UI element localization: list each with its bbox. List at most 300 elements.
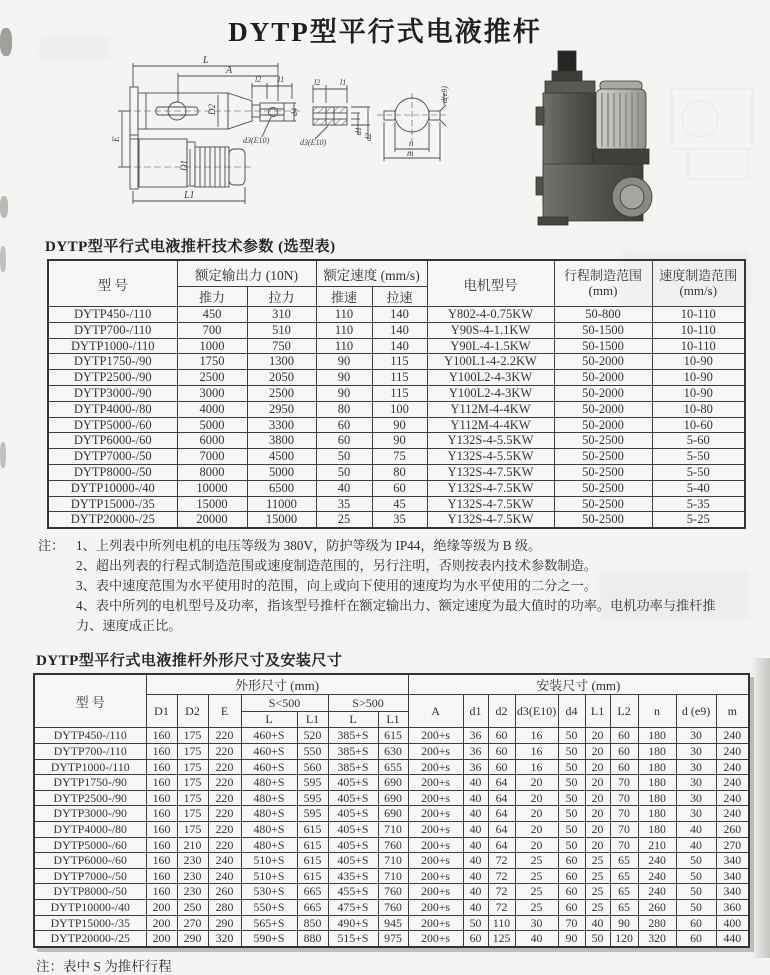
value-cell: 60 bbox=[488, 744, 515, 760]
value-cell: 200+s bbox=[408, 822, 463, 838]
model-cell: DYTP3000-/90 bbox=[34, 806, 146, 822]
value-cell: 475+S bbox=[328, 900, 378, 916]
value-cell: 8000 bbox=[177, 464, 247, 480]
speed-range-unit: (mm/s) bbox=[679, 282, 718, 298]
value-cell: 160 bbox=[146, 790, 177, 806]
outline-drawing bbox=[118, 63, 300, 204]
value-cell: 4500 bbox=[247, 449, 316, 465]
value-cell: 260 bbox=[638, 900, 676, 916]
value-cell: 36 bbox=[463, 759, 488, 775]
value-cell: 20 bbox=[515, 790, 558, 806]
model-cell: DYTP15000-/35 bbox=[34, 915, 146, 931]
value-cell: 50 bbox=[558, 837, 585, 853]
value-cell: 40 bbox=[463, 806, 488, 822]
value-cell: 20 bbox=[585, 837, 610, 853]
value-cell: 25 bbox=[585, 868, 610, 884]
value-cell: 2500 bbox=[247, 385, 316, 401]
table-row bbox=[34, 806, 749, 822]
value-cell: 260 bbox=[208, 884, 241, 900]
value-cell: 10-110 bbox=[652, 322, 745, 338]
model-cell: DYTP10000-/40 bbox=[34, 900, 146, 916]
value-cell: 240 bbox=[716, 775, 749, 791]
value-cell: 200+s bbox=[408, 759, 463, 775]
col-header-n: n bbox=[638, 695, 676, 728]
value-cell: 6500 bbox=[247, 480, 316, 496]
value-cell: 655 bbox=[378, 759, 408, 775]
value-cell: 60 bbox=[463, 931, 488, 947]
dim-label-D1: D1 bbox=[179, 160, 189, 171]
value-cell: 64 bbox=[488, 775, 515, 791]
col-group-install-dims: 安装尺寸 (mm) bbox=[408, 674, 749, 695]
value-cell: 690 bbox=[378, 775, 408, 791]
table-row bbox=[48, 480, 745, 496]
bleed-through bbox=[600, 570, 750, 620]
value-cell: 2950 bbox=[247, 401, 316, 417]
table-row bbox=[34, 728, 749, 744]
value-cell: 140 bbox=[372, 307, 427, 323]
note-label: 注： bbox=[38, 538, 65, 554]
value-cell: 595 bbox=[297, 806, 328, 822]
value-cell: 50-2500 bbox=[554, 480, 652, 496]
col-header-pull-speed: 拉速 bbox=[372, 287, 427, 307]
value-cell: 175 bbox=[177, 775, 208, 791]
value-cell: 2050 bbox=[247, 370, 316, 386]
col-header-d4: d4 bbox=[558, 695, 585, 728]
value-cell: 3000 bbox=[177, 385, 247, 401]
value-cell: 160 bbox=[146, 728, 177, 744]
value-cell: 50 bbox=[316, 464, 372, 480]
col-header-E: E bbox=[208, 695, 241, 728]
value-cell: 50 bbox=[676, 884, 716, 900]
value-cell: 40 bbox=[515, 931, 558, 947]
value-cell: 30 bbox=[676, 728, 716, 744]
page-title: DYTP型平行式电液推杆 bbox=[228, 17, 542, 47]
technical-drawing-svg bbox=[0, 49, 770, 231]
value-cell: 160 bbox=[146, 806, 177, 822]
value-cell: 160 bbox=[146, 744, 177, 760]
value-cell: 50-1500 bbox=[554, 322, 652, 338]
value-cell: 5-50 bbox=[652, 449, 745, 465]
model-cell: DYTP4000-/80 bbox=[34, 822, 146, 838]
value-cell: Y802-4-0.75KW bbox=[427, 307, 554, 323]
value-cell: 180 bbox=[638, 790, 676, 806]
value-cell: 690 bbox=[378, 790, 408, 806]
col-header-d1: d1 bbox=[463, 695, 488, 728]
value-cell: 64 bbox=[488, 790, 515, 806]
col-group-stroke-gt-500: S>500 bbox=[328, 695, 408, 712]
value-cell: 175 bbox=[177, 822, 208, 838]
table-row bbox=[34, 900, 749, 916]
value-cell: 180 bbox=[638, 806, 676, 822]
note-item-1: 1、上列表中所列电机的电压等级为 380V，防护等级为 IP44，绝缘等级为 B 级。 bbox=[76, 538, 542, 554]
value-cell: Y100L2-4-3KW bbox=[427, 385, 554, 401]
value-cell: 480+S bbox=[241, 837, 297, 853]
value-cell: 60 bbox=[558, 868, 585, 884]
value-cell: 480+S bbox=[241, 790, 297, 806]
value-cell: 36 bbox=[463, 744, 488, 760]
value-cell: 40 bbox=[463, 822, 488, 838]
value-cell: 385+S bbox=[328, 728, 378, 744]
value-cell: 10-110 bbox=[652, 338, 745, 354]
value-cell: 520 bbox=[297, 728, 328, 744]
model-cell: DYTP700-/110 bbox=[48, 322, 177, 338]
value-cell: 30 bbox=[676, 806, 716, 822]
value-cell: 50-2000 bbox=[554, 354, 652, 370]
note-item-2: 2、超出列表的行程式制造范围或速度制造范围的，另行注明，否则按表内技术参数制造。 bbox=[76, 558, 597, 574]
value-cell: Y112M-4-4KW bbox=[427, 417, 554, 433]
table-row bbox=[34, 744, 749, 760]
model-cell: DYTP5000-/60 bbox=[34, 837, 146, 853]
dim-label-D2: D2 bbox=[207, 104, 217, 115]
value-cell: 90 bbox=[316, 354, 372, 370]
value-cell: 50 bbox=[316, 449, 372, 465]
value-cell: 240 bbox=[208, 868, 241, 884]
value-cell: 240 bbox=[716, 806, 749, 822]
value-cell: 405+S bbox=[328, 775, 378, 791]
model-cell: DYTP2500-/90 bbox=[34, 790, 146, 806]
col-header-D1: D1 bbox=[146, 695, 177, 728]
value-cell: 100 bbox=[372, 401, 427, 417]
value-cell: Y132S-4-7.5KW bbox=[427, 512, 554, 528]
table-row bbox=[48, 338, 745, 354]
value-cell: 65 bbox=[610, 900, 638, 916]
col-header-L1-gt: L1 bbox=[378, 712, 408, 728]
value-cell: 180 bbox=[638, 744, 676, 760]
value-cell: 70 bbox=[610, 790, 638, 806]
footnote: 注：表中 S 为推杆行程 bbox=[36, 958, 172, 974]
value-cell: 400 bbox=[716, 915, 749, 931]
value-cell: 25 bbox=[585, 853, 610, 869]
value-cell: 40 bbox=[463, 900, 488, 916]
table-row bbox=[48, 370, 745, 386]
model-cell: DYTP6000-/60 bbox=[48, 433, 177, 449]
value-cell: 2500 bbox=[177, 370, 247, 386]
value-cell: 50-2500 bbox=[554, 449, 652, 465]
value-cell: 515+S bbox=[328, 931, 378, 947]
value-cell: 72 bbox=[488, 868, 515, 884]
value-cell: 140 bbox=[372, 322, 427, 338]
dim-table-title: DYTP型平行式电液推杆外形尺寸及安装尺寸 bbox=[36, 653, 343, 670]
value-cell: 60 bbox=[488, 759, 515, 775]
col-header-m: m bbox=[716, 695, 749, 728]
value-cell: 30 bbox=[676, 744, 716, 760]
value-cell: 20 bbox=[585, 744, 610, 760]
value-cell: 50 bbox=[676, 853, 716, 869]
col-header-pull-force: 拉力 bbox=[247, 287, 316, 307]
value-cell: 50-2000 bbox=[554, 370, 652, 386]
value-cell: 90 bbox=[316, 370, 372, 386]
value-cell: 260 bbox=[716, 822, 749, 838]
value-cell: 65 bbox=[610, 853, 638, 869]
model-cell: DYTP4000-/80 bbox=[48, 401, 177, 417]
value-cell: 200+s bbox=[408, 775, 463, 791]
model-cell: DYTP1000-/110 bbox=[48, 338, 177, 354]
value-cell: 750 bbox=[247, 338, 316, 354]
value-cell: 615 bbox=[378, 728, 408, 744]
col-group-outline-dims: 外形尺寸 (mm) bbox=[146, 674, 408, 695]
value-cell: Y100L1-4-2.2KW bbox=[427, 354, 554, 370]
value-cell: 175 bbox=[177, 744, 208, 760]
value-cell: Y90L-4-1.5KW bbox=[427, 338, 554, 354]
value-cell: 290 bbox=[208, 915, 241, 931]
value-cell: 50-800 bbox=[554, 307, 652, 323]
dim-label-d3: d3(E10) bbox=[300, 138, 327, 147]
table-row bbox=[48, 496, 745, 512]
value-cell: 340 bbox=[716, 853, 749, 869]
dim-label-A: A bbox=[226, 65, 233, 76]
value-cell: 530+S bbox=[241, 884, 297, 900]
value-cell: 30 bbox=[676, 775, 716, 791]
value-cell: 220 bbox=[208, 790, 241, 806]
value-cell: 20 bbox=[585, 806, 610, 822]
dim-label-m: m bbox=[407, 148, 414, 158]
value-cell: 64 bbox=[488, 837, 515, 853]
value-cell: 665 bbox=[297, 900, 328, 916]
spec-table-body bbox=[48, 307, 745, 529]
model-cell: DYTP8000-/50 bbox=[34, 884, 146, 900]
value-cell: 435+S bbox=[328, 868, 378, 884]
value-cell: 16 bbox=[515, 728, 558, 744]
value-cell: 15000 bbox=[177, 496, 247, 512]
value-cell: 10-110 bbox=[652, 307, 745, 323]
value-cell: 50 bbox=[676, 868, 716, 884]
model-cell: DYTP3000-/90 bbox=[48, 385, 177, 401]
value-cell: 40 bbox=[463, 837, 488, 853]
value-cell: 110 bbox=[316, 322, 372, 338]
value-cell: 880 bbox=[297, 931, 328, 947]
table-row bbox=[48, 322, 745, 338]
value-cell: 50-2500 bbox=[554, 496, 652, 512]
value-cell: 160 bbox=[146, 853, 177, 869]
value-cell: 40 bbox=[463, 868, 488, 884]
value-cell: 210 bbox=[177, 837, 208, 853]
col-header-L1: L1 bbox=[585, 695, 610, 728]
value-cell: 5-35 bbox=[652, 496, 745, 512]
table-row bbox=[48, 512, 745, 528]
value-cell: 200 bbox=[146, 915, 177, 931]
value-cell: 115 bbox=[372, 370, 427, 386]
value-cell: 220 bbox=[208, 837, 241, 853]
model-cell: DYTP1750-/90 bbox=[34, 775, 146, 791]
value-cell: 320 bbox=[208, 931, 241, 947]
note-item-4: 4、表中所列的电机型号及功率，指该型号推杆在额定输出力、额定速度为最大值时的功率。电机功率与推杆推力、速度成正比。 bbox=[76, 598, 716, 634]
value-cell: 10-90 bbox=[652, 385, 745, 401]
table-row bbox=[34, 759, 749, 775]
value-cell: 710 bbox=[378, 853, 408, 869]
value-cell: Y132S-4-5.5KW bbox=[427, 449, 554, 465]
value-cell: 60 bbox=[558, 853, 585, 869]
value-cell: 665 bbox=[297, 884, 328, 900]
value-cell: 630 bbox=[378, 744, 408, 760]
value-cell: 220 bbox=[208, 759, 241, 775]
value-cell: 90 bbox=[610, 915, 638, 931]
value-cell: 60 bbox=[676, 915, 716, 931]
product-photo bbox=[536, 51, 652, 225]
table-row bbox=[48, 417, 745, 433]
table-row bbox=[34, 868, 749, 884]
table-row bbox=[48, 464, 745, 480]
value-cell: 200+s bbox=[408, 853, 463, 869]
value-cell: 220 bbox=[208, 744, 241, 760]
value-cell: Y132S-4-7.5KW bbox=[427, 464, 554, 480]
value-cell: 230 bbox=[177, 868, 208, 884]
value-cell: 50-1500 bbox=[554, 338, 652, 354]
value-cell: 60 bbox=[610, 744, 638, 760]
value-cell: 45 bbox=[372, 496, 427, 512]
value-cell: 160 bbox=[146, 822, 177, 838]
value-cell: 50 bbox=[558, 728, 585, 744]
value-cell: 50-2500 bbox=[554, 433, 652, 449]
value-cell: 60 bbox=[610, 759, 638, 775]
value-cell: 72 bbox=[488, 884, 515, 900]
value-cell: 405+S bbox=[328, 806, 378, 822]
dim-label-n: n bbox=[409, 138, 414, 148]
value-cell: 760 bbox=[378, 900, 408, 916]
value-cell: 60 bbox=[676, 931, 716, 947]
value-cell: 200+s bbox=[408, 728, 463, 744]
value-cell: Y90S-4-1.1KW bbox=[427, 322, 554, 338]
value-cell: 50 bbox=[558, 790, 585, 806]
spec-table-title: DYTP型平行式电液推杆技术参数 (选型表) bbox=[45, 239, 336, 255]
value-cell: 240 bbox=[638, 853, 676, 869]
value-cell: 3800 bbox=[247, 433, 316, 449]
value-cell: 10-90 bbox=[652, 370, 745, 386]
value-cell: 405+S bbox=[328, 837, 378, 853]
value-cell: 50 bbox=[558, 822, 585, 838]
dim-label-E: E bbox=[111, 136, 121, 142]
value-cell: 690 bbox=[378, 806, 408, 822]
value-cell: 510+S bbox=[241, 853, 297, 869]
col-group-stroke-lt-500: S<500 bbox=[241, 695, 328, 712]
col-header-d2: d2 bbox=[488, 695, 515, 728]
table-row bbox=[34, 884, 749, 900]
value-cell: 70 bbox=[610, 837, 638, 853]
scan-smudge bbox=[0, 28, 12, 56]
value-cell: 50-2000 bbox=[554, 385, 652, 401]
value-cell: 200+s bbox=[408, 806, 463, 822]
value-cell: 125 bbox=[488, 931, 515, 947]
value-cell: 90 bbox=[372, 433, 427, 449]
model-cell: DYTP20000-/25 bbox=[48, 512, 177, 528]
value-cell: 280 bbox=[208, 900, 241, 916]
model-cell: DYTP10000-/40 bbox=[48, 480, 177, 496]
value-cell: 490+S bbox=[328, 915, 378, 931]
dim-label-L1: L1 bbox=[184, 190, 195, 201]
value-cell: 480+S bbox=[241, 822, 297, 838]
value-cell: 50 bbox=[558, 806, 585, 822]
value-cell: 20 bbox=[585, 790, 610, 806]
value-cell: 5000 bbox=[177, 417, 247, 433]
dim-label-d2: d2 bbox=[364, 133, 373, 141]
dim-table-header bbox=[34, 674, 749, 728]
value-cell: 760 bbox=[378, 884, 408, 900]
col-header-L-lt: L bbox=[241, 712, 297, 728]
value-cell: 20 bbox=[585, 728, 610, 744]
value-cell: 200+s bbox=[408, 900, 463, 916]
value-cell: 340 bbox=[716, 884, 749, 900]
value-cell: 480+S bbox=[241, 775, 297, 791]
value-cell: 6000 bbox=[177, 433, 247, 449]
model-cell: DYTP1000-/110 bbox=[34, 759, 146, 775]
value-cell: 25 bbox=[515, 900, 558, 916]
value-cell: 60 bbox=[558, 900, 585, 916]
value-cell: 30 bbox=[676, 759, 716, 775]
dim-label-d3: d3(E10) bbox=[243, 136, 270, 145]
value-cell: 1000 bbox=[177, 338, 247, 354]
value-cell: 385+S bbox=[328, 744, 378, 760]
value-cell: 120 bbox=[610, 931, 638, 947]
value-cell: Y100L2-4-3KW bbox=[427, 370, 554, 386]
value-cell: 200 bbox=[146, 900, 177, 916]
dim-label-d4: d4 bbox=[290, 108, 299, 116]
value-cell: 72 bbox=[488, 853, 515, 869]
value-cell: 60 bbox=[558, 884, 585, 900]
value-cell: 590+S bbox=[241, 931, 297, 947]
value-cell: 40 bbox=[676, 837, 716, 853]
dim-label-l2: l2 bbox=[255, 75, 262, 84]
value-cell: 200+s bbox=[408, 837, 463, 853]
value-cell: 175 bbox=[177, 728, 208, 744]
value-cell: 1750 bbox=[177, 354, 247, 370]
value-cell: 5-50 bbox=[652, 464, 745, 480]
value-cell: 4000 bbox=[177, 401, 247, 417]
value-cell: 615 bbox=[297, 822, 328, 838]
value-cell: Y132S-4-7.5KW bbox=[427, 496, 554, 512]
scan-smudge bbox=[0, 196, 8, 218]
value-cell: 180 bbox=[638, 728, 676, 744]
value-cell: 140 bbox=[372, 338, 427, 354]
value-cell: 460+S bbox=[241, 759, 297, 775]
model-cell: DYTP7000-/50 bbox=[34, 868, 146, 884]
value-cell: 220 bbox=[208, 728, 241, 744]
col-header-motor: 电机型号 bbox=[427, 260, 554, 307]
scan-smudge bbox=[0, 246, 6, 272]
value-cell: 70 bbox=[610, 806, 638, 822]
value-cell: 50 bbox=[585, 931, 610, 947]
value-cell: 20 bbox=[515, 775, 558, 791]
value-cell: 90 bbox=[558, 931, 585, 947]
value-cell: 160 bbox=[146, 775, 177, 791]
value-cell: 210 bbox=[638, 837, 676, 853]
value-cell: 405+S bbox=[328, 790, 378, 806]
value-cell: 90 bbox=[316, 385, 372, 401]
note-line bbox=[38, 536, 738, 556]
value-cell: 70 bbox=[610, 775, 638, 791]
value-cell: 270 bbox=[177, 915, 208, 931]
value-cell: 510+S bbox=[241, 868, 297, 884]
value-cell: 72 bbox=[488, 900, 515, 916]
value-cell: 385+S bbox=[328, 759, 378, 775]
value-cell: 40 bbox=[463, 853, 488, 869]
value-cell: 80 bbox=[372, 464, 427, 480]
model-cell: DYTP6000-/60 bbox=[34, 853, 146, 869]
scan-smudge bbox=[0, 442, 6, 468]
value-cell: 945 bbox=[378, 915, 408, 931]
value-cell: 220 bbox=[208, 806, 241, 822]
value-cell: 280 bbox=[638, 915, 676, 931]
value-cell: 64 bbox=[488, 822, 515, 838]
value-cell: 20 bbox=[585, 775, 610, 791]
page-edge-shadow bbox=[750, 658, 770, 958]
value-cell: 20 bbox=[585, 822, 610, 838]
model-cell: DYTP5000-/60 bbox=[48, 417, 177, 433]
value-cell: 25 bbox=[585, 900, 610, 916]
value-cell: 200+s bbox=[408, 931, 463, 947]
value-cell: 110 bbox=[488, 915, 515, 931]
value-cell: 15000 bbox=[247, 512, 316, 528]
value-cell: 60 bbox=[372, 480, 427, 496]
value-cell: 5000 bbox=[247, 464, 316, 480]
